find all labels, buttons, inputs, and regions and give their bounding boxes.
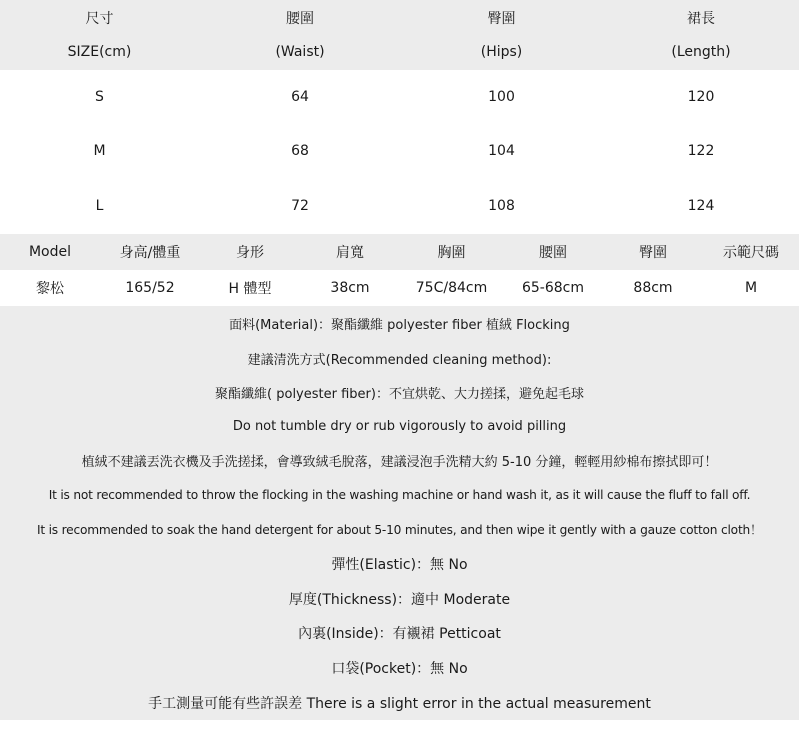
waist-cell: 68 (291, 143, 309, 159)
size-cell: M (93, 143, 106, 159)
hips-cell: 108 (488, 198, 515, 214)
model-bust: 75C/84cm (415, 280, 488, 296)
header-waist: 腰圍 (539, 245, 567, 261)
model-demo-size: M (744, 280, 758, 296)
size-row-m (0, 124, 799, 178)
cleaning-method-title: 建議清洗方式(Recommended cleaning method): (247, 352, 552, 368)
length-cell: 120 (687, 89, 715, 105)
header-size-en: SIZE(cm) (67, 44, 132, 60)
model-table-row (0, 270, 799, 306)
model-name: 黎松 (36, 281, 64, 297)
header-height-weight: 身高/體重 (119, 245, 181, 261)
thickness-note: 厚度(Thickness)：適中 Moderate (288, 592, 511, 608)
model-table-header (0, 234, 799, 270)
polyester-care-cn: 聚酯纖維( polyester fiber)：不宜烘乾、大力搓揉，避免起毛球 (215, 386, 584, 402)
size-row-s (0, 70, 799, 124)
header-hips: 臀圍 (639, 245, 667, 261)
length-cell: 124 (687, 198, 715, 214)
length-cell: 122 (687, 143, 715, 159)
waist-cell: 64 (291, 89, 309, 105)
header-waist-en: (Waist) (275, 44, 325, 60)
model-shoulder: 38cm (330, 280, 370, 296)
elastic-note: 彈性(Elastic)：無 No (331, 557, 468, 573)
size-cell: S (95, 89, 104, 105)
size-cell: L (95, 198, 104, 214)
header-size-cn: 尺寸 (85, 11, 114, 27)
pocket-note: 口袋(Pocket)：無 No (331, 661, 468, 677)
measurement-error-note: 手工測量可能有些許誤差 There is a slight error in the actual measurement (148, 696, 651, 712)
header-model: Model (28, 244, 72, 260)
inside-note: 內裏(Inside)：有襯裙 Petticoat (298, 626, 501, 642)
model-body-shape: H 體型 (228, 281, 272, 297)
header-length-en: (Length) (671, 44, 731, 60)
flocking-care-cn: 植絨不建議丟洗衣機及手洗搓揉，會導致絨毛脫落，建議浸泡手洗精大約 5-10 分鐘，輕輕用紗棉布擦拭即可！ (81, 454, 718, 470)
size-table-header (0, 0, 799, 70)
header-shoulder: 肩寬 (336, 245, 364, 261)
header-waist-cn: 腰圍 (286, 11, 314, 27)
header-hips-en: (Hips) (480, 44, 523, 60)
product-notes (0, 306, 799, 720)
header-body-shape: 身形 (236, 245, 264, 261)
header-hips-cn: 臀圍 (487, 11, 516, 27)
waist-cell: 72 (291, 198, 309, 214)
header-bust: 胸圍 (437, 245, 466, 261)
size-row-l (0, 178, 799, 234)
polyester-care-en: Do not tumble dry or rub vigorously to avoid pilling (232, 418, 567, 434)
header-length-cn: 裙長 (687, 11, 715, 27)
header-demo-size: 示範尺碼 (723, 245, 779, 261)
flocking-care-en-2: It is recommended to soak the hand detergent for about 5-10 minutes, and then wipe it gently with a gauze cotton cloth！ (36, 522, 763, 537)
model-waist: 65-68cm (521, 280, 584, 296)
model-height-weight: 165/52 (125, 280, 175, 296)
hips-cell: 104 (488, 143, 515, 159)
flocking-care-en-1: It is not recommended to throw the flocking in the washing machine or hand wash it, as it will cause the fluff to fall off. (48, 488, 751, 502)
material-note: 面料(Material)：聚酯纖維 polyester fiber 植絨 Flocking (229, 317, 570, 333)
hips-cell: 100 (488, 89, 515, 105)
model-hips: 88cm (633, 280, 673, 296)
